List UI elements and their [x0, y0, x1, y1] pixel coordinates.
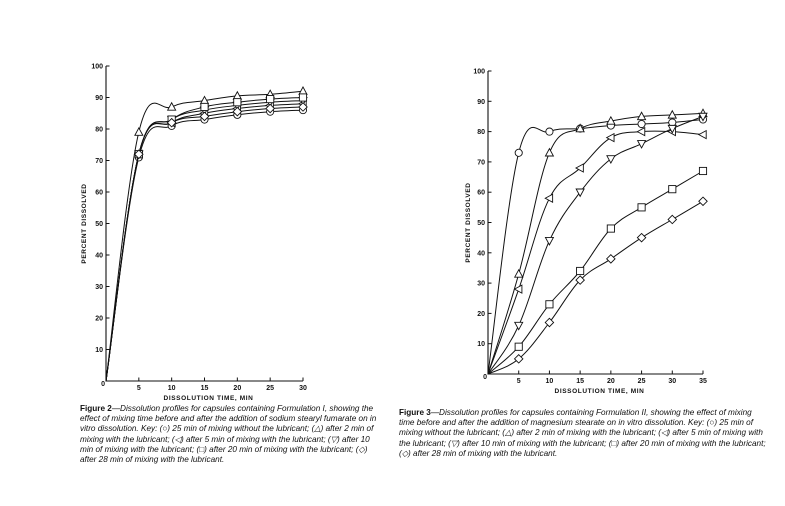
- figure-3-caption-label: Figure 3: [399, 408, 431, 417]
- fig2-point-triangle-up: [168, 103, 176, 110]
- fig3-point-diamond: [637, 233, 645, 241]
- fig3-y-tick-label: 40: [477, 250, 485, 258]
- fig3-series-circle: [488, 116, 707, 374]
- fig2-y-tick-label: 40: [95, 252, 103, 260]
- fig2-series-triangle-down: [106, 97, 307, 381]
- fig2-y-tick-label: 50: [95, 221, 103, 228]
- fig3-point-circle: [515, 149, 522, 156]
- fig2-y-axis-label: PERCENT DISSOLVED: [81, 183, 88, 264]
- fig2-y-tick-label: 20: [95, 315, 103, 323]
- fig2-series-triangle-up: [106, 87, 307, 381]
- fig2-y-tick-label: 10: [95, 347, 103, 354]
- fig3-point-triangle-up: [545, 149, 553, 156]
- fig3-point-circle: [638, 120, 645, 127]
- figure-3-caption-text: Dissolution profiles for capsules containing Formulation II, showing the effect of mixing time before and after the addition of magnesium stearate on in vitro dissolution. Key: (○) 25 min of mixing without the lubricant; (△) after 2 min of mixing with the lubricant; (◁) after 5 min of mixing with the lubricant; (▽) after 10 min of mixing with the lubricant; (□) after 20 min of mixing with the lubricant; (◇) after 28 min of mixing with the lubricant.: [399, 408, 766, 458]
- fig2-point-square: [234, 99, 241, 106]
- fig3-y-tick-label: 30: [477, 280, 485, 288]
- fig2-series-square: [106, 94, 307, 381]
- fig3-point-square: [699, 167, 706, 174]
- fig3-y-tick-label: 20: [477, 310, 485, 318]
- fig3-point-triangle-down: [638, 141, 646, 148]
- fig2-x-tick-label: 5: [136, 385, 141, 392]
- fig2-series-line-triangle-down: [106, 101, 303, 381]
- fig3-series-triangle-left: [488, 128, 706, 374]
- fig2-x-axis-label: DISSOLUTION TIME, MIN: [163, 395, 254, 402]
- fig3-point-square: [546, 301, 553, 308]
- fig3-point-square: [607, 225, 614, 232]
- fig3-y-tick-label: 90: [477, 98, 485, 106]
- fig3-point-triangle-left: [607, 134, 614, 142]
- fig2-x-tick-label: 15: [200, 385, 209, 392]
- fig3-point-square: [638, 204, 645, 211]
- fig2-series-line-square: [106, 98, 303, 382]
- fig3-point-triangle-up: [515, 270, 523, 277]
- fig2-x-tick-label: 10: [167, 385, 176, 392]
- fig3-point-diamond: [545, 318, 553, 326]
- fig3-point-triangle-down: [515, 322, 523, 329]
- fig3-series-square: [488, 167, 707, 374]
- fig2-point-square: [299, 94, 306, 101]
- figure-3-caption: Figure 3—Dissolution profiles for capsules containing Formulation II, showing the effect of mixing time before and after the addition of magnesium stearate on in vitro dissolution. Key: (○) 25 min of mixing without the lubricant; (△) after 2 min of mixing with the lubricant; (◁) after 5 min of mixing with the lubricant; (▽) after 10 min of mixing with the lubricant; (□) after 20 min of mixing with the lubricant; (◇) after 28 min of mixing with the lubricant.: [399, 408, 766, 458]
- fig3-point-square: [515, 343, 522, 350]
- fig3-point-diamond: [699, 197, 707, 205]
- fig3-origin-label: 0: [483, 374, 487, 381]
- figure-2-caption-text: Dissolution profiles for capsules containing Formulation I, showing the effect of mixing time before and after the addition of sodium stearyl fumarate on in vitro dissolution. Key: (○) 25 min of mixing without the lubricant; (△) after 2 min of mixing with the lubricant; (◁) after 5 min of mixing with the lubricant; (▽) after 10 min of mixing with the lubricant; (□) after 20 min of mixing with the lubricant; (◇) after 28 min of mixing with the lubricant.: [80, 404, 377, 465]
- fig2-y-tick-label: 90: [95, 95, 103, 102]
- fig3-y-tick-label: 80: [477, 129, 485, 137]
- fig2-x-tick-label: 25: [266, 385, 275, 392]
- fig3-series-line-triangle-left: [488, 131, 703, 374]
- fig2-point-square: [267, 95, 274, 102]
- fig3-x-tick-label: 30: [668, 378, 677, 385]
- fig3-x-tick-label: 20: [606, 378, 615, 385]
- fig3-x-tick-label: 15: [576, 378, 585, 385]
- fig3-y-tick-label: 10: [477, 341, 485, 349]
- fig3-point-diamond: [668, 215, 676, 223]
- fig3-point-diamond: [607, 255, 615, 263]
- fig2-point-triangle-up: [135, 128, 143, 135]
- fig2-point-square: [201, 103, 208, 110]
- fig3-x-tick-label: 5: [516, 378, 521, 385]
- fig2-origin-label: 0: [101, 381, 105, 388]
- fig3-series-line-circle: [488, 120, 703, 375]
- fig2-series-triangle-left: [106, 100, 306, 381]
- fig2-series-line-triangle-left: [106, 104, 303, 381]
- figure-2-caption-label: Figure 2: [80, 404, 112, 413]
- fig3-y-tick-label: 70: [477, 159, 485, 167]
- fig2-y-tick-label: 100: [91, 63, 103, 71]
- fig2-point-triangle-up: [299, 87, 307, 94]
- fig3-point-square: [669, 186, 676, 193]
- figure-2-caption: Figure 2—Dissolution profiles for capsules containing Formulation I, showing the effect of mixing time before and after the addition of sodium stearyl fumarate on in vitro dissolution. Key: (○) 25 min of mixing without the lubricant; (△) after 2 min of mixing with the lubricant; (◁) after 5 min of mixing with the lubricant; (▽) after 10 min of mixing with the lubricant; (□) after 20 min of mixing with the lubricant; (◇) after 28 min of mixing with the lubricant.: [80, 404, 377, 465]
- fig2-x-tick-label: 20: [233, 385, 242, 392]
- fig3-point-triangle-left: [545, 194, 552, 202]
- fig3-y-tick-label: 50: [477, 220, 485, 227]
- fig3-point-square: [577, 267, 584, 274]
- fig2-x-tick-label: 30: [299, 385, 307, 392]
- fig3-x-tick-label: 35: [699, 378, 707, 385]
- fig3-y-tick-label: 60: [477, 189, 485, 197]
- fig2-y-tick-label: 80: [95, 126, 103, 134]
- fig3-point-triangle-down: [545, 237, 553, 244]
- fig3-x-tick-label: 10: [545, 378, 554, 385]
- fig2-y-tick-label: 70: [95, 158, 103, 165]
- fig3-x-tick-label: 25: [637, 378, 646, 385]
- fig3-point-triangle-down: [607, 156, 615, 163]
- fig3-y-tick-label: 100: [473, 68, 485, 76]
- fig2-y-tick-label: 30: [95, 284, 103, 291]
- fig3-x-axis-label: DISSOLUTION TIME, MIN: [554, 388, 645, 395]
- fig3-point-circle: [546, 128, 553, 135]
- fig3-point-triangle-left: [699, 131, 706, 139]
- fig3-y-axis-label: PERCENT DISSOLVED: [465, 182, 472, 263]
- fig3-point-triangle-left: [637, 128, 644, 136]
- fig2-y-tick-label: 60: [95, 189, 103, 197]
